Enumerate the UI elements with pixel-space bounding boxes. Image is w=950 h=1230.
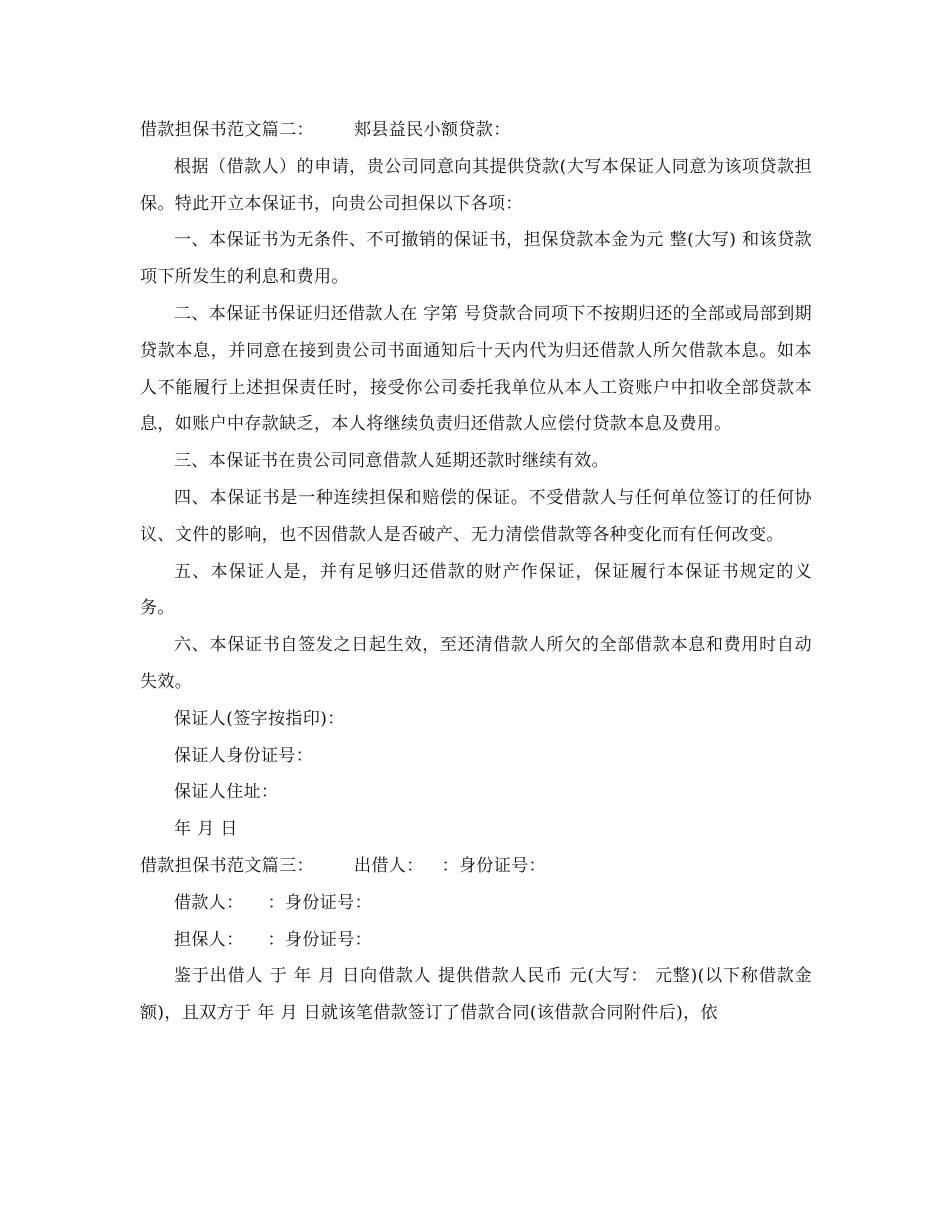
borrower-label: 借款人：: [174, 892, 244, 913]
guarantor-address: 保证人住址：: [174, 782, 279, 803]
guarantor-signature: 保证人(签字按指印)：: [174, 708, 345, 729]
lender-id-label: ：身份证号：: [441, 855, 547, 876]
guarantor-line: [140, 922, 812, 959]
guarantor-id-label: ：身份证号：: [267, 929, 373, 950]
clause-1: 一、本保证书为无条件、不可撤销的保证书，担保贷款本金为元 整(大写) 和该贷款项下所发生的利息和费用。: [140, 230, 812, 288]
clause-2: 二、本保证书保证归还借款人在 字第 号贷款合同项下不按期归还的全部或局部到期贷款本息，并同意在接到贵公司书面通知后十天内代为归还借款人所欠借款本息。如本人不能履行上述担保责任时，接受你公司委托我单位从本人工资账户中扣收全部贷款本息，如账户中存款缺乏，本人将继续负责归还借款人应偿付贷款本息及费用。: [140, 303, 813, 435]
clause-6: 六、本保证书自签发之日起生效，至还清借款人所欠的全部借款本息和费用时自动失效。: [140, 635, 812, 692]
guarantor-id: 保证人身份证号：: [174, 745, 314, 766]
guarantor-label: 担保人：: [174, 929, 244, 950]
heading-3-label: 借款担保书范文篇三：: [140, 855, 314, 876]
borrower-line: [140, 885, 812, 922]
lender-label: 出借人：: [354, 855, 424, 876]
clause-5: 五、本保证人是，并有足够归还借款的财产作保证，保证履行本保证书规定的义务。: [140, 561, 812, 619]
section-heading-3: [140, 848, 812, 885]
intro-paragraph: 根据（借款人）的申请，贵公司同意向其提供贷款(大写本保证人同意为该项贷款担保。特此开立本保证书，向贵公司担保以下各项：: [140, 156, 812, 214]
clause-4: 四、本保证书是一种连续担保和赔偿的保证。不受借款人与任何单位签订的任何协议、文件的影响，也不因借款人是否破产、无力清偿借款等各种变化而有任何改变。: [140, 487, 812, 545]
section-heading-2: [140, 112, 812, 149]
heading-2-recipient: 郏县益民小额贷款：: [354, 120, 511, 140]
heading-2-label: 借款担保书范文篇二：: [140, 120, 314, 140]
signature-date: 年 月 日: [174, 819, 238, 840]
document-page: [140, 112, 812, 1032]
clause-3: 三、本保证书在贵公司同意借款人延期还款时继续有效。: [174, 451, 609, 472]
borrower-id-label: ：身份证号：: [267, 892, 373, 913]
agreement-paragraph: 鉴于出借人 于 年 月 日向借款人 提供借款人民币 元(大写： 元整)(以下称借款金额)，且双方于 年 月 日就该笔借款签订了借款合同(该借款合同附件后)，依: [140, 966, 812, 1024]
